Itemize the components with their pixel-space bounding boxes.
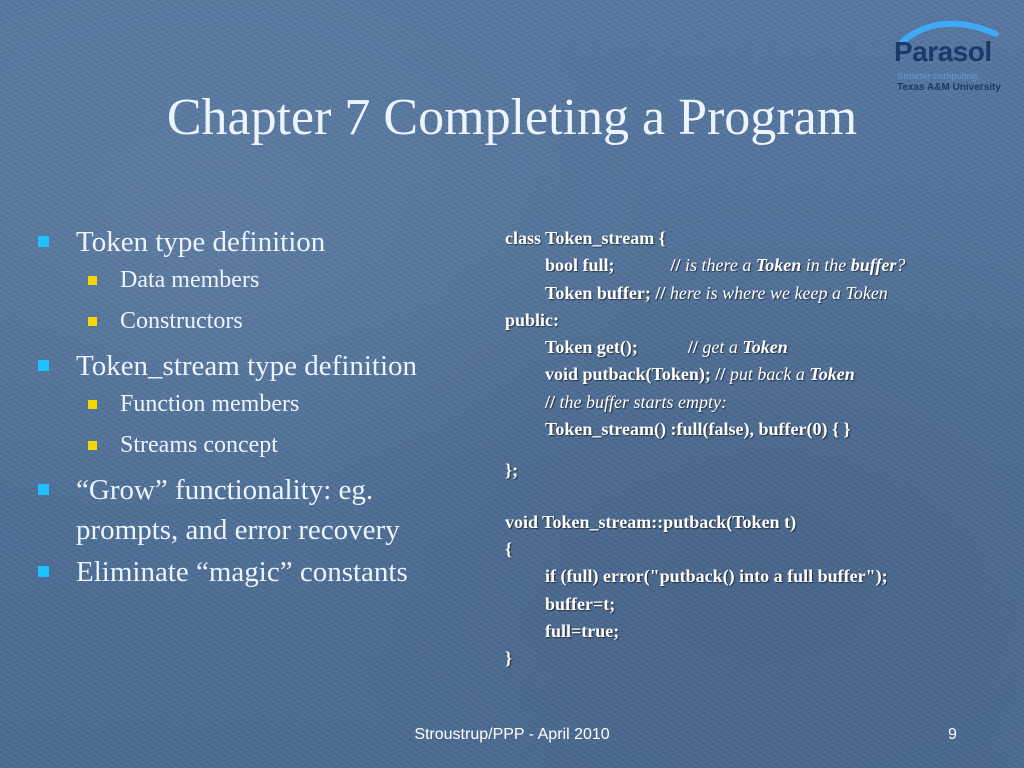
code-comment: here is where we keep a Token — [665, 282, 888, 303]
comment-marker: // — [670, 255, 681, 276]
code-comment: put back a — [725, 364, 810, 385]
sub-bullet-text: Streams concept — [120, 432, 278, 458]
code-text: public: — [505, 309, 560, 330]
square-bullet-icon — [88, 317, 97, 326]
comment-marker: // — [687, 337, 698, 358]
bullet-text: “Grow” functionality: eg. prompts, and error recovery — [76, 474, 400, 546]
code-comment: in the — [801, 255, 851, 276]
bullet-list — [38, 222, 478, 594]
code-line — [505, 457, 1010, 484]
bullet-item — [38, 346, 478, 386]
page-number: 9 — [948, 726, 957, 743]
code-line — [505, 416, 1010, 443]
code-line — [505, 509, 1010, 536]
code-comment-emphasis: Token — [742, 337, 788, 358]
code-text: { — [505, 538, 513, 559]
code-text: full=true; — [545, 620, 620, 641]
logo-institution: Texas A&M University — [897, 82, 1001, 93]
code-comment: get a — [697, 337, 743, 358]
code-line — [505, 225, 1010, 252]
code-line — [505, 307, 1010, 334]
code-text: class Token_stream { — [505, 228, 666, 248]
sub-bullet-item — [38, 429, 478, 462]
logo-tagline: Smarter computing. — [897, 71, 980, 82]
sub-bullet-text: Function members — [120, 391, 300, 417]
code-line — [505, 361, 1010, 388]
square-bullet-icon — [88, 400, 97, 409]
square-bullet-icon — [38, 484, 49, 495]
code-comment: the buffer starts empty: — [555, 391, 727, 412]
parasol-logo — [888, 14, 1014, 98]
code-line — [505, 618, 1010, 645]
comment-marker: // — [545, 391, 556, 412]
code-text: void Token_stream::putback(Token t) — [505, 511, 797, 532]
code-text: } — [505, 648, 513, 669]
bullet-item — [38, 222, 478, 262]
sub-bullet-item — [38, 264, 478, 297]
bullet-item — [38, 470, 478, 550]
slide-footer: Stroustrup/PPP - April 2010 — [414, 726, 610, 743]
code-block — [505, 225, 1010, 672]
square-bullet-icon — [38, 566, 49, 577]
sub-bullet-item — [38, 305, 478, 338]
sub-bullet-text: Constructors — [120, 308, 243, 334]
sub-bullet-item — [38, 388, 478, 421]
code-comment: ? — [896, 255, 906, 276]
code-text: bool full; — [545, 255, 615, 276]
code-text: }; — [505, 460, 519, 481]
code-text: Token_stream() :full(false), buffer(0) { } — [545, 419, 851, 440]
code-line — [505, 591, 1010, 618]
square-bullet-icon — [88, 276, 97, 285]
code-text: Token buffer; // — [545, 282, 666, 303]
code-line — [505, 563, 1010, 590]
code-line — [505, 389, 1010, 416]
code-text: void putback(Token); // — [545, 364, 726, 385]
bullet-text: Eliminate “magic” constants — [76, 556, 408, 588]
bullet-item — [38, 552, 478, 592]
code-text: Token get(); — [545, 337, 638, 358]
code-text: if (full) error("putback() into a full buffer"); — [545, 566, 888, 587]
code-comment: is there a — [680, 255, 756, 276]
code-line — [505, 280, 1010, 307]
code-line — [505, 645, 1010, 672]
sub-bullet-text: Data members — [120, 267, 260, 293]
code-text: buffer=t; — [545, 593, 616, 614]
square-bullet-icon — [38, 360, 49, 371]
code-comment-emphasis: buffer — [850, 255, 897, 276]
square-bullet-icon — [38, 236, 49, 247]
bullet-text: Token type definition — [76, 226, 326, 258]
bullet-text: Token_stream type definition — [76, 350, 418, 382]
code-line — [505, 536, 1010, 563]
slide-title: Chapter 7 Completing a Program — [166, 89, 858, 146]
square-bullet-icon — [88, 441, 97, 450]
code-comment-emphasis: Token — [809, 364, 855, 385]
code-comment-emphasis: Token — [755, 255, 802, 276]
logo-name: Parasol — [894, 36, 992, 67]
code-line — [505, 334, 1010, 361]
code-line — [505, 252, 1010, 279]
